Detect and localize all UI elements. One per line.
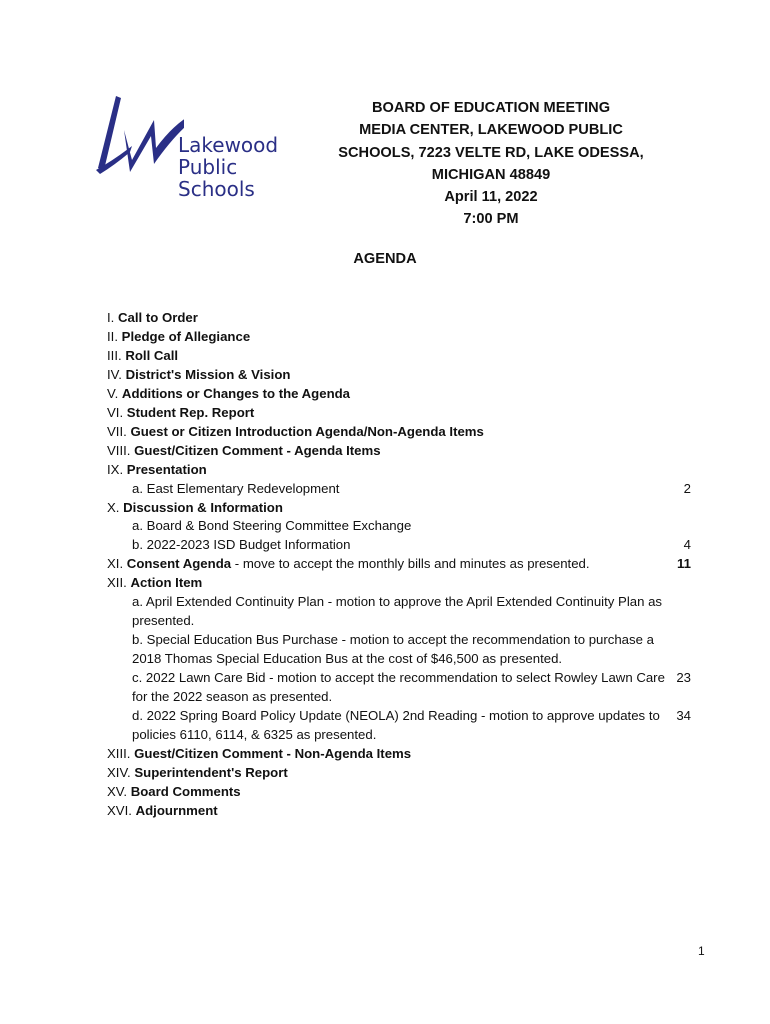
item-title: Roll Call — [125, 347, 179, 363]
item-number: VI. — [107, 404, 124, 420]
subitem-text: a. April Extended Continuity Plan - motion to approve the April Extended Continuity Plan as presented. — [132, 594, 663, 629]
agenda-item — [107, 764, 691, 783]
logo-line-1: Lakewood — [178, 133, 279, 157]
agenda-item — [107, 328, 691, 347]
item-number: V. — [107, 385, 119, 401]
page-reference: 34 — [676, 708, 691, 724]
agenda-subitem — [107, 480, 691, 499]
item-title: Presentation — [126, 461, 207, 477]
agenda-item — [107, 442, 691, 461]
subitem-text: b. 2022-2023 ISD Budget Information — [132, 537, 351, 553]
item-title: Guest or Citizen Introduction Agenda/Non-Agenda Items — [130, 423, 484, 439]
item-number: I. — [107, 310, 115, 325]
item-number: XVI. — [107, 802, 132, 818]
item-title: Consent Agenda — [126, 556, 232, 572]
item-title: Discussion & Information — [123, 499, 283, 515]
item-title: Board Comments — [130, 783, 241, 799]
agenda-subitem — [107, 631, 691, 669]
item-title: Adjournment — [135, 802, 218, 818]
logo-wordmark — [178, 134, 316, 200]
page-number: 1 — [698, 944, 705, 958]
item-number: XI. — [107, 556, 124, 572]
agenda-item — [107, 461, 691, 480]
item-title: District's Mission & Vision — [125, 366, 291, 382]
agenda-item — [107, 347, 691, 366]
page-reference: 4 — [683, 537, 691, 553]
header-line: MEDIA CENTER, LAKEWOOD PUBLIC — [359, 122, 623, 139]
item-number: VII. — [107, 423, 127, 439]
agenda-subitem — [107, 669, 691, 707]
subitem-text: c. 2022 Lawn Care Bid - motion to accept the recommendation to select Rowley Lawn Care for the 2022 season as presented. — [132, 670, 665, 705]
page-reference: 11 — [677, 556, 691, 572]
agenda-item — [107, 745, 691, 764]
page-reference: 23 — [676, 670, 691, 686]
item-title: Student Rep. Report — [126, 404, 255, 420]
item-title: Superintendent's Report — [134, 764, 288, 780]
agenda-subitem — [107, 707, 691, 745]
item-number: VIII. — [107, 442, 131, 458]
agenda-item — [107, 404, 691, 423]
item-title: Action Item — [130, 575, 203, 591]
item-number: IV. — [107, 366, 122, 382]
header-line: April 11, 2022 — [444, 189, 538, 206]
item-number: XIII. — [107, 745, 131, 761]
agenda-item — [107, 802, 691, 821]
lw-logo-mark-icon — [94, 90, 184, 182]
page-reference: 2 — [683, 480, 691, 496]
meeting-header — [330, 97, 652, 231]
item-title: Additions or Changes to the Agenda — [121, 385, 351, 401]
item-number: XV. — [107, 783, 128, 799]
agenda-subitem — [107, 593, 691, 631]
agenda-subitem — [107, 536, 691, 555]
district-logo — [94, 90, 316, 201]
subitem-text: a. East Elementary Redevelopment — [132, 480, 340, 496]
header-line: MICHIGAN 48849 — [431, 166, 551, 183]
agenda-list — [107, 309, 691, 821]
agenda-item — [107, 574, 691, 593]
agenda-item — [107, 366, 691, 385]
subitem-text: d. 2022 Spring Board Policy Update (NEOLA) 2nd Reading - motion to approve updates to policies 6110, 6114, & 6325 as presented. — [132, 708, 660, 742]
header-line: SCHOOLS, 7223 VELTE RD, LAKE ODESSA, — [338, 144, 644, 161]
agenda-item — [107, 555, 691, 574]
agenda-item — [107, 385, 691, 404]
subitem-text: a. Board & Bond Steering Committee Exchange — [132, 518, 412, 534]
item-number: XII. — [107, 575, 127, 591]
item-number: II. — [107, 328, 118, 344]
item-title: Guest/Citizen Comment - Non-Agenda Items — [134, 745, 412, 761]
agenda-title: AGENDA — [353, 251, 417, 267]
header-line: BOARD OF EDUCATION MEETING — [371, 100, 611, 116]
item-title: Guest/Citizen Comment - Agenda Items — [134, 442, 381, 458]
agenda-item — [107, 309, 691, 328]
item-number: IX. — [107, 461, 124, 477]
header-line: 7:00 PM — [463, 211, 519, 228]
agenda-item — [107, 499, 691, 518]
agenda-subitem — [107, 517, 691, 536]
item-title: Pledge of Allegiance — [121, 328, 251, 344]
item-number: X. — [107, 499, 120, 515]
item-title: Call to Order — [118, 310, 198, 325]
item-description: - move to accept the monthly bills and minutes as presented. — [231, 556, 590, 572]
agenda-item — [107, 783, 691, 802]
item-number: III. — [107, 347, 122, 363]
logo-line-2: Public Schools — [178, 155, 255, 201]
subitem-text: b. Special Education Bus Purchase - motion to accept the recommendation to purchase a 2018 Thomas Special Education Bus at the cost of $46,500 as presented. — [132, 632, 654, 667]
agenda-item — [107, 423, 691, 442]
item-number: XIV. — [107, 764, 131, 780]
